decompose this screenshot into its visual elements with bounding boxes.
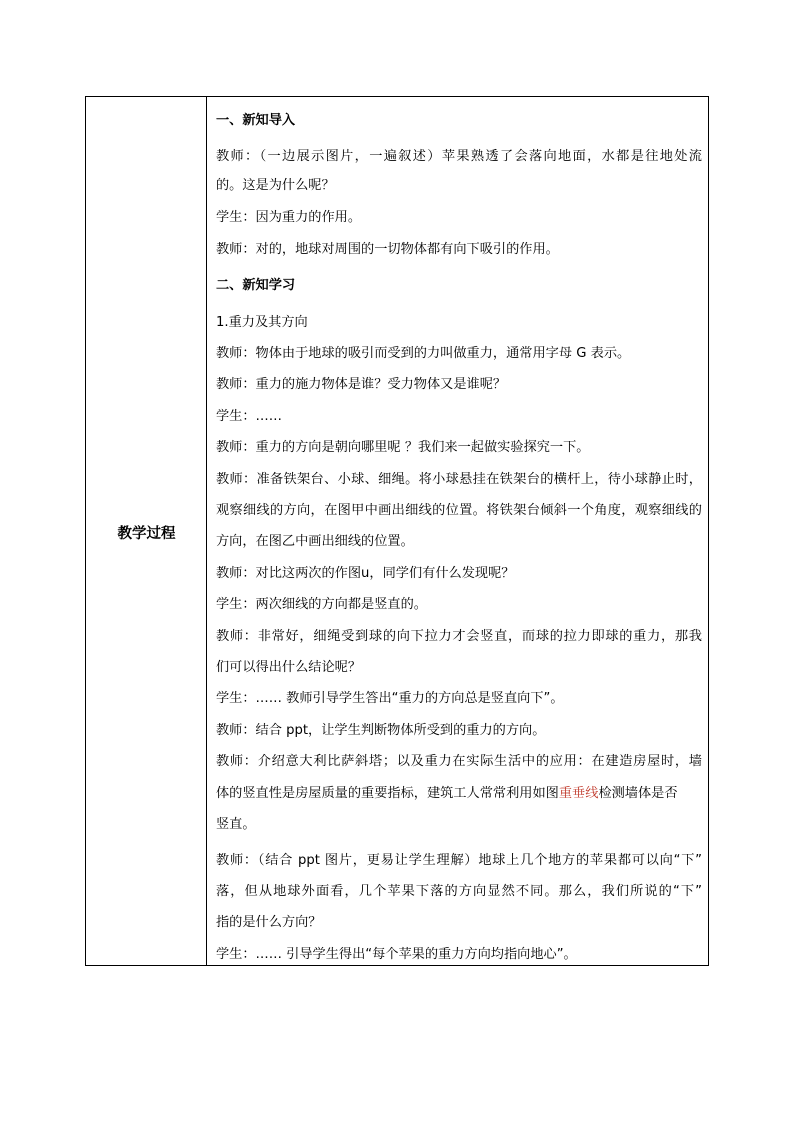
text-line: 教师：（一边展示图片，一遍叙述）苹果熟透了会落向地面，水都是往地处流 [216,149,702,164]
content-cell [207,97,708,965]
text-line: 指的是什么方向？ [216,915,322,930]
section-heading-learning: 二、新知学习 [216,278,296,293]
text-line [216,785,702,803]
text-line: 教师：对比这两次的作图u，同学们有什么发现呢？ [216,566,515,581]
text-line: 教师：介绍意大利比萨斜塔；以及重力在实际生活中的应用：在建造房屋时，墙 [216,754,702,769]
text-line: 教师：结合 ppt，让学生判断物体所受到的重力的方向。 [216,723,546,738]
text-segment: 检测墙体是否 [598,786,678,801]
text-line: 竖直。 [216,817,256,832]
subheading: 1.重力及其方向 [216,315,308,330]
text-line: 教师：重力的方向是朝向哪里呢 ？我们来一起做实验探究一下。 [216,440,590,455]
text-line: 学生：…… 教师引导学生答出“重力的方向总是竖直向下”。 [216,691,564,706]
section-heading-intro: 一、新知导入 [216,113,296,128]
text-segment: 体的竖直性是房屋质量的重要指标，建筑工人常常利用如图 [216,786,559,801]
text-line: 教师：对的，地球对周围的一切物体都有向下吸引的作用。 [216,242,559,257]
text-line: 方向，在图乙中画出细线的位置。 [216,534,414,549]
text-line: 学生：…… [216,409,282,424]
text-line: 教师：物体由于地球的吸引而受到的力叫做重力，通常用字母 G 表示。 [216,346,631,361]
text-line: 教师：重力的施力物体是谁？受力物体又是谁呢？ [216,377,507,392]
side-label: 教学过程 [117,526,176,542]
highlighted-term: 重垂线 [558,786,599,801]
text-line: 学生：…… 引导学生得出“每个苹果的重力方向均指向地心”。 [216,947,577,962]
text-line: 教师：准备铁架台、小球、细绳。将小球悬挂在铁架台的横杆上，待小球静止时， [216,472,702,487]
text-line: 教师：非常好，细绳受到球的向下拉力才会竖直，而球的拉力即球的重力，那我 [216,629,702,644]
text-line: 们可以得出什么结论呢？ [216,660,362,675]
text-line: 的。这是为什么呢？ [216,178,335,193]
text-line: 学生：两次细线的方向都是竖直的。 [216,597,427,612]
text-line: 教师：（结合 ppt 图片，更易让学生理解）地球上几个地方的苹果都可以向“下” [216,853,702,868]
text-line: 落，但从地球外面看，几个苹果下落的方向显然不同。那么，我们所说的“下” [216,884,702,899]
side-cell [86,97,207,965]
text-line: 观察细线的方向，在图甲中画出细线的位置。将铁架台倾斜一个角度，观察细线的 [216,503,702,518]
text-line: 学生：因为重力的作用。 [216,210,362,225]
lesson-table [85,96,709,966]
